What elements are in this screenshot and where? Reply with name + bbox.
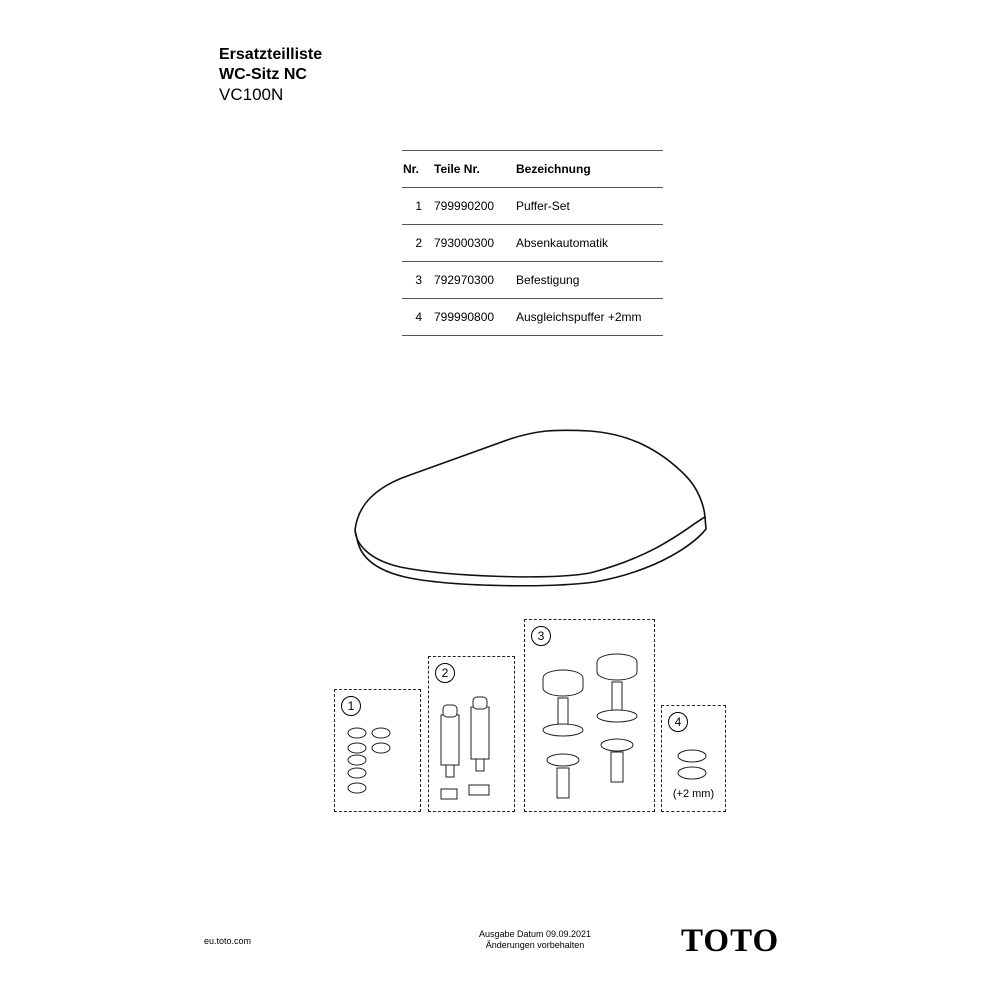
part-1-box: [334, 689, 421, 812]
soft-close-icon: [429, 657, 516, 813]
part-3-box: [524, 619, 655, 812]
part-1-badge: 1: [341, 696, 361, 716]
footer-issue-info: [470, 929, 600, 951]
row-description: Absenkautomatik: [516, 225, 663, 262]
row-part-number: 799990800: [434, 299, 516, 336]
row-nr: 3: [402, 262, 434, 299]
footer-url: eu.toto.com: [204, 936, 252, 946]
row-description: Ausgleichspuffer +2mm: [516, 299, 663, 336]
toilet-seat-illustration: [350, 425, 710, 590]
row-nr: 4: [402, 299, 434, 336]
parts-table: [402, 150, 663, 336]
table-row: [402, 299, 663, 336]
row-part-number: 799990200: [434, 188, 516, 225]
part-4-note: (+2 mm): [672, 788, 715, 800]
header-nr: Nr.: [402, 151, 434, 188]
row-description: Puffer-Set: [516, 188, 663, 225]
row-part-number: 792970300: [434, 262, 516, 299]
part-3-badge: 3: [531, 626, 551, 646]
header-part-number: Teile Nr.: [434, 151, 516, 188]
table-header-row: [402, 151, 663, 188]
part-4-box: [661, 705, 726, 812]
row-part-number: 793000300: [434, 225, 516, 262]
table-row: [402, 188, 663, 225]
document-title: Ersatzteilliste: [219, 46, 323, 63]
row-nr: 2: [402, 225, 434, 262]
toto-logo: TOTO: [681, 923, 780, 959]
table-row: [402, 225, 663, 262]
buffer-set-icon: [335, 690, 422, 813]
table-row: [402, 262, 663, 299]
changes-note: Änderungen vorbehalten: [485, 940, 585, 950]
part-2-box: [428, 656, 515, 812]
part-4-badge: 4: [668, 712, 688, 732]
part-2-badge: 2: [435, 663, 455, 683]
model-number: VC100N: [219, 85, 284, 104]
row-nr: 1: [402, 188, 434, 225]
product-name: WC-Sitz NC: [219, 66, 307, 83]
title-block: [219, 45, 322, 105]
fixing-set-icon: [525, 620, 656, 813]
header-description: Bezeichnung: [516, 151, 663, 188]
row-description: Befestigung: [516, 262, 663, 299]
issue-date: Ausgabe Datum 09.09.2021: [478, 929, 592, 939]
